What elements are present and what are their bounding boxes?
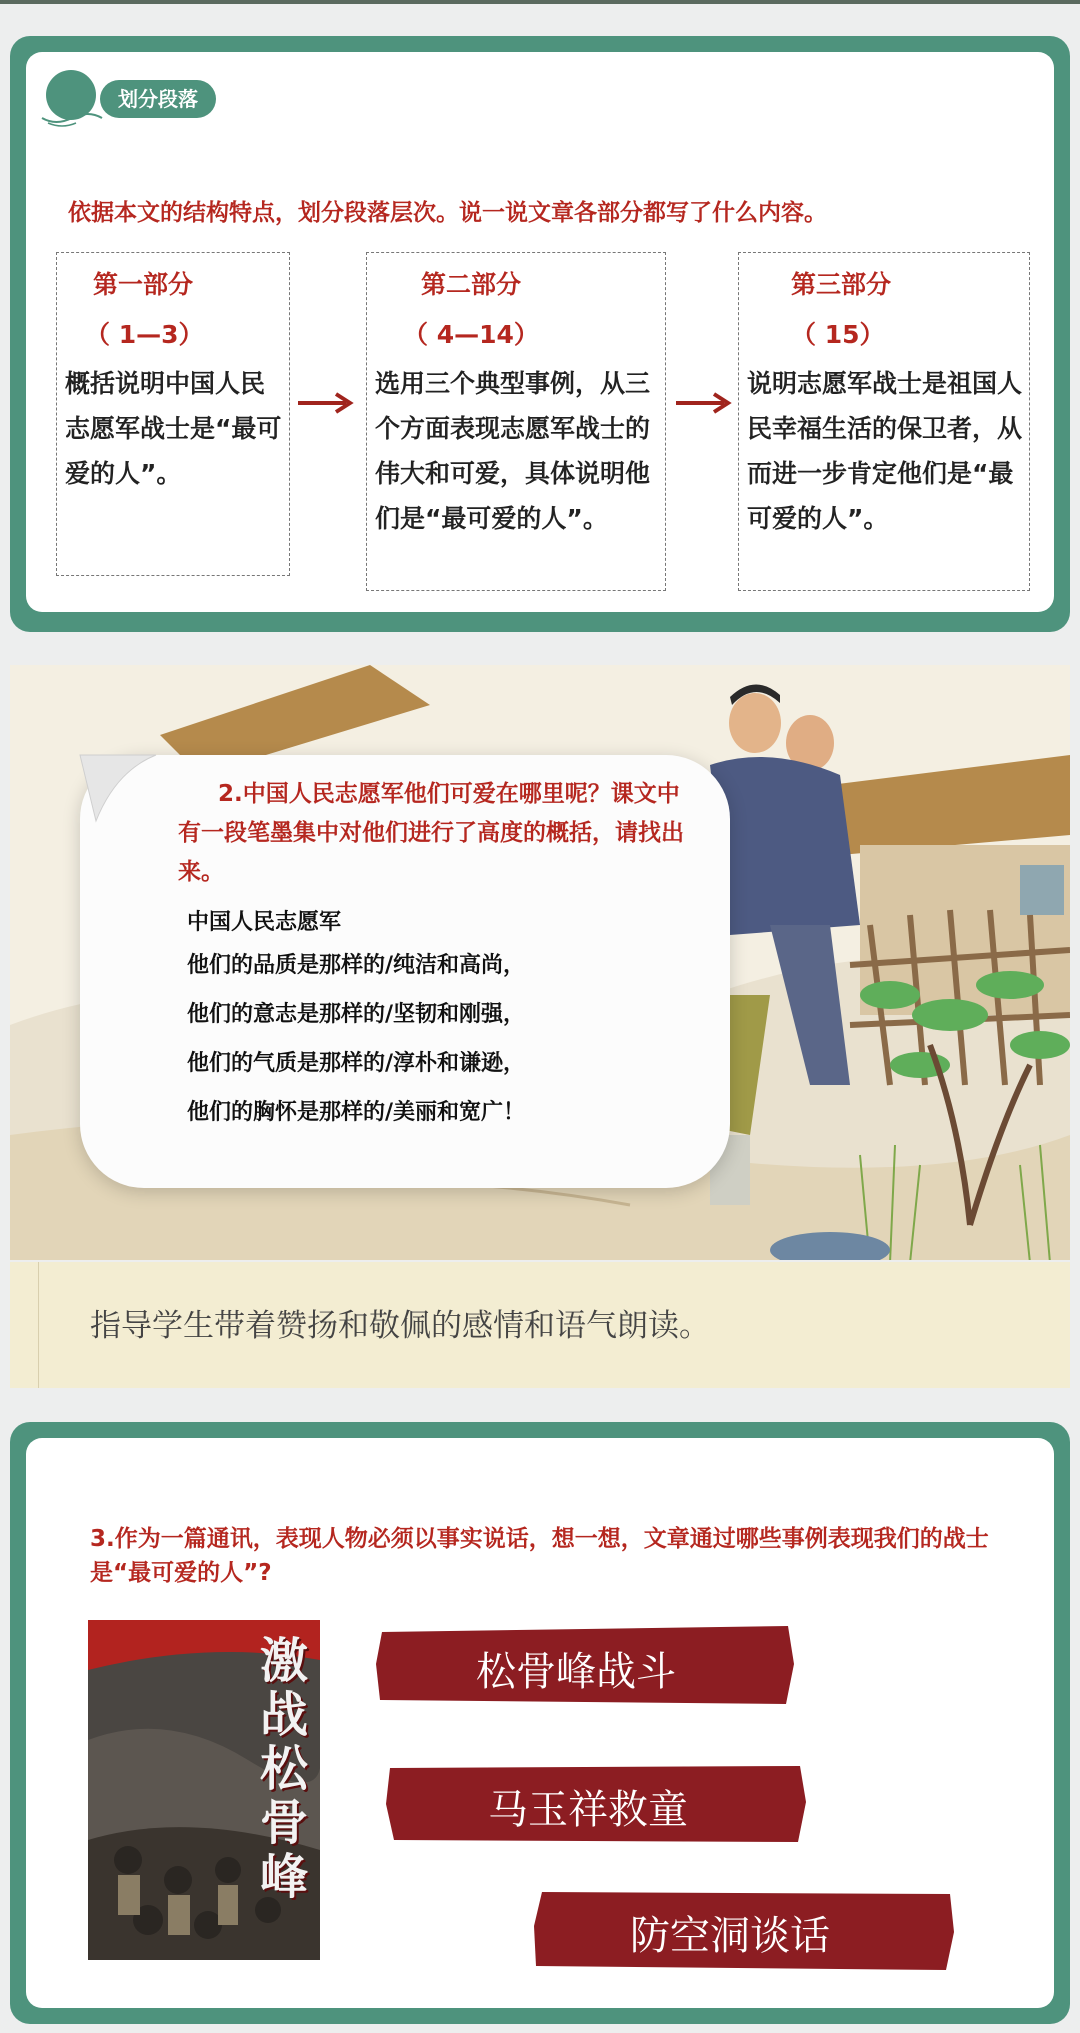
top-image-edge (0, 0, 1080, 4)
part-card-1 (56, 252, 290, 576)
event-label: 松骨峰战斗 (476, 1649, 676, 1695)
part-range: （ 4—14） (403, 320, 539, 349)
book-title: 激战松骨峰 (260, 1633, 309, 1905)
event-label: 防空洞谈话 (630, 1913, 830, 1959)
part-title: 第一部分 (93, 270, 194, 299)
arrow-right-icon (296, 388, 356, 418)
poem-line: 他们的气质是那样的/淳朴和谦逊， (187, 1051, 526, 1076)
panel-content (26, 1438, 1054, 2008)
arrow-right-icon (674, 388, 734, 418)
panel-content (26, 52, 1054, 612)
book-cover-image (88, 1620, 320, 1960)
poem-line: 他们的意志是那样的/坚韧和刚强， (187, 1002, 526, 1027)
divider (38, 1262, 39, 1388)
guide-text: 指导学生带着赞扬和敬佩的感情和语气朗读。 (90, 1308, 710, 1344)
event-label: 马玉祥救童 (488, 1787, 688, 1833)
speech-bubble (80, 755, 730, 1188)
part-range: （ 1—3） (85, 320, 204, 349)
part-card-3 (738, 252, 1030, 591)
question-text: 依据本文的结构特点，划分段落层次。说一说文章各部分都写了什么内容。 (68, 200, 827, 226)
teaching-guide-bar (10, 1262, 1070, 1388)
section-badge: 划分段落 (100, 80, 216, 118)
poem-line: 他们的胸怀是那样的/美丽和宽广！ (187, 1100, 526, 1125)
part-summary: 说明志愿军战士是祖国人民幸福生活的保卫者，从而进一步肯定他们是“最可爱的人”。 (747, 369, 1023, 533)
question-text: 3.作为一篇通讯，表现人物必须以事实说话，想一想，文章通过哪些事例表现我们的战士是“最可爱的人”? (90, 1526, 989, 1586)
page-curl-icon (76, 751, 166, 841)
part-title: 第三部分 (791, 270, 892, 299)
part-card-2 (366, 252, 666, 591)
examples-panel (10, 1422, 1070, 2024)
part-summary: 概括说明中国人民志愿军战士是“最可爱的人”。 (65, 369, 282, 488)
wave-icon (40, 112, 104, 128)
paragraph-division-panel (10, 36, 1070, 632)
part-summary: 选用三个典型事例，从三个方面表现志愿军战士的伟大和可爱，具体说明他们是“最可爱的人”。 (375, 369, 651, 533)
poem-line: 他们的品质是那样的/纯洁和高尚， (187, 953, 526, 978)
part-range: （ 15） (791, 320, 885, 349)
question-content: 2.中国人民志愿军他们可爱在哪里呢？课文中有一段笔墨集中对他们进行了高度的概括，请找出来。 (178, 781, 684, 885)
poem-subject: 中国人民志愿军 (187, 910, 342, 935)
part-title: 第二部分 (421, 270, 522, 299)
illustration-panel (10, 665, 1070, 1260)
question-text (178, 775, 698, 892)
